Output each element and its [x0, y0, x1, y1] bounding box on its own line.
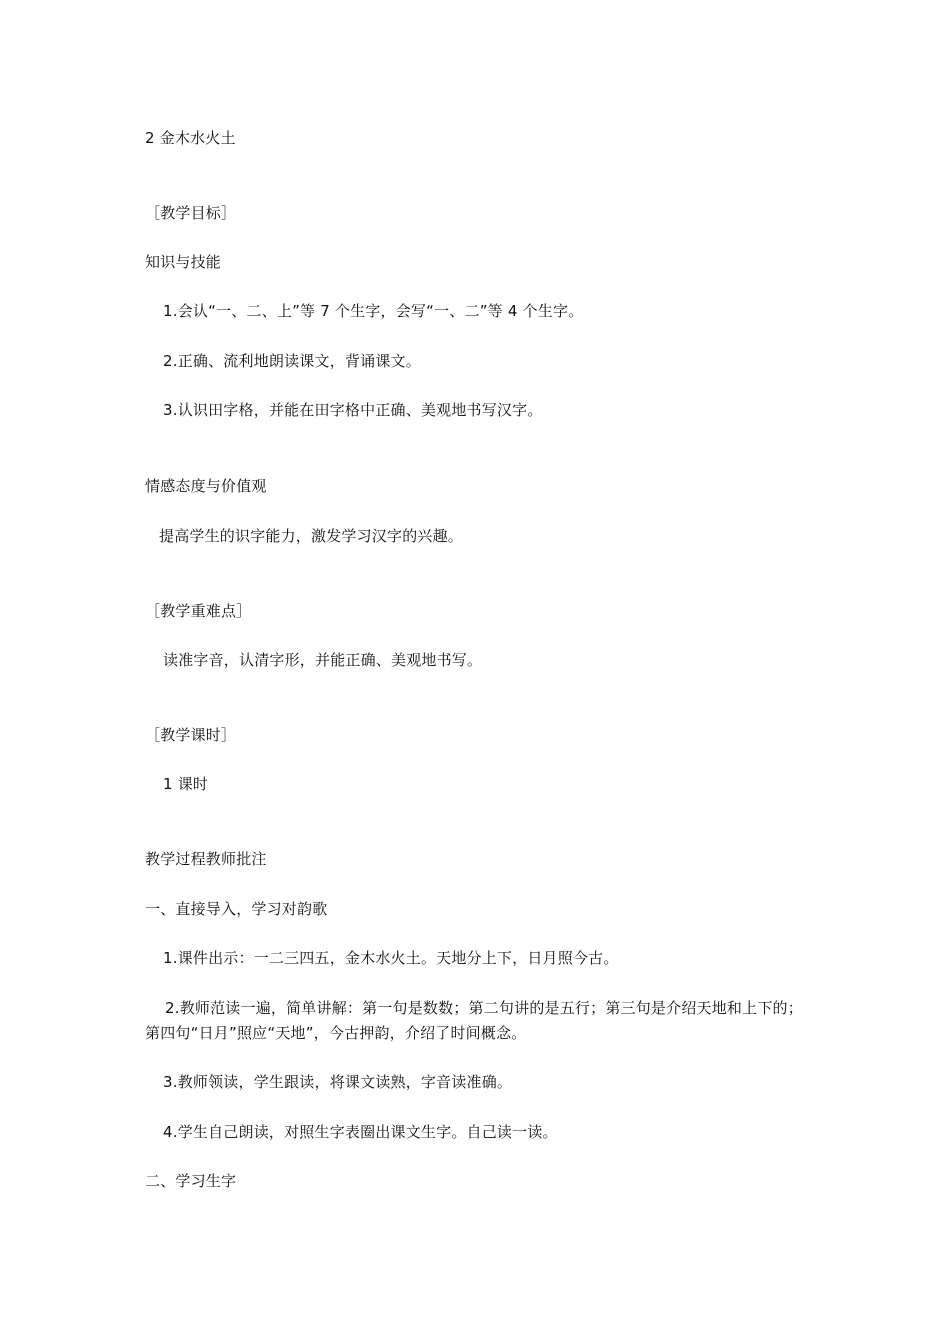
knowledge-item: 2.正确、流利地朗读课文，背诵课文。 — [163, 352, 421, 370]
section1-item: 4.学生自己朗读，对照生字表圈出课文生字。自己读一读。 — [163, 1123, 558, 1141]
key-points-text: 读准字音，认清字形，并能正确、美观地书写。 — [163, 651, 483, 669]
knowledge-item: 3.认识田字格，并能在田字格中正确、美观地书写汉字。 — [163, 401, 543, 419]
goals-heading: ［教学目标］ — [145, 204, 237, 222]
key-points-heading: ［教学重难点］ — [145, 602, 252, 620]
section2-heading: 二、学习生字 — [145, 1172, 237, 1190]
knowledge-heading: 知识与技能 — [145, 253, 222, 271]
hours-text: 1 课时 — [163, 775, 209, 793]
emotion-text: 提高学生的识字能力，激发学习汉字的兴趣。 — [159, 527, 464, 545]
knowledge-item: 1.会认“一、二、上”等 7 个生字，会写“一、二”等 4 个生字。 — [163, 302, 584, 320]
process-heading: 教学过程教师批注 — [145, 850, 267, 868]
section1-item: 3.教师领读，学生跟读，将课文读熟，字音读准确。 — [163, 1073, 513, 1091]
lesson-title: 2 金木水火土 — [145, 129, 236, 147]
section1-heading: 一、直接导入，学习对韵歌 — [145, 900, 328, 918]
emotion-heading: 情感态度与价值观 — [145, 477, 267, 495]
hours-heading: ［教学课时］ — [145, 726, 237, 744]
section1-item: 1.课件出示：一二三四五，金木水火土。天地分上下，日月照今古。 — [163, 949, 619, 967]
section1-item: 2.教师范读一遍，简单讲解：第一句是数数；第二句讲的是五行；第三句是介绍天地和上下的；第四句“日月”照应“天地”，今古押韵，介绍了时间概念。 — [145, 999, 803, 1042]
